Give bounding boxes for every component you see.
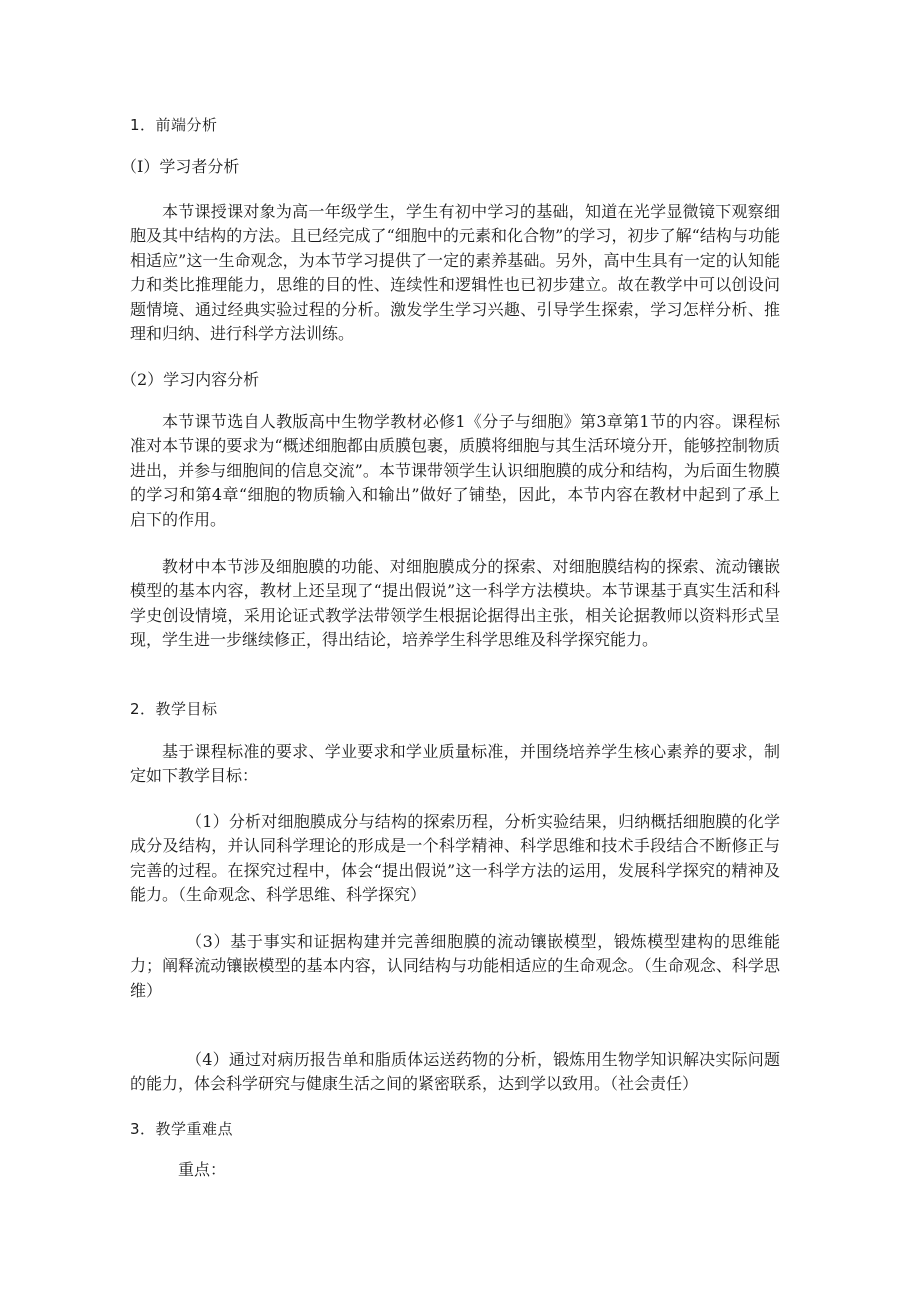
paragraph-content-analysis-2: 教材中本节涉及细胞膜的功能、对细胞膜成分的探索、对细胞膜结构的探索、流动镶嵌模型的基本内容，教材上还呈现了“提出假说”这一科学方法模块。本节课基于真实生活和科学史创设情境，采用论证式教学法带领学生根据论据得出主张，相关论据教师以资料形式呈现，学生进一步继续修正，得出结论，培养学生科学思维及科学探究能力。 (130, 557, 780, 650)
section-heading-key-difficult-points: 3．教学重难点 (130, 1120, 234, 1138)
section-heading-teaching-objectives: 2．教学目标 (130, 700, 218, 718)
subheading-learner-analysis: （I）学习者分析 (121, 157, 240, 176)
subheading-content-analysis: （2）学习内容分析 (121, 370, 260, 389)
paragraph-learner-analysis: 本节课授课对象为高一年级学生，学生有初中学习的基础，知道在光学显微镜下观察细胞及其中结构的方法。且已经完成了“细胞中的元素和化合物”的学习，初步了解“结构与功能相适应”这一生命观念，为本节学习提供了一定的素养基础。另外，高中生具有一定的认知能力和类比推理能力，思维的目的性、连续性和逻辑性也已初步建立。故在教学中可以创设问题情境、通过经典实验过程的分析。激发学生学习兴趣、引导学生探索，学习怎样分析、推理和归纳、进行科学方法训练。 (130, 202, 780, 344)
paragraph-content-analysis-1: 本节课节选自人教版高中生物学教材必修1《分子与细胞》第3章第1节的内容。课程标准对本节课的要求为“概述细胞都由质膜包裹，质膜将细胞与其生活环境分开，能够控制物质进出，并参与细胞间的信息交流”。本节课带领学生认识细胞膜的成分和结构，为后面生物膜的学习和第4章“细胞的物质输入和输出”做好了铺垫，因此，本节内容在教材中起到了承上启下的作用。 (130, 412, 780, 529)
objective-item: （1）分析对细胞膜成分与结构的探索历程，分析实验结果，归纳概括细胞膜的化学成分及结构，并认同科学理论的形成是一个科学精神、科学思维和技术手段结合不断修正与完善的过程。在探究过程中，体会“提出假说”这一科学方法的运用，发展科学探究的精神及能力。（生命观念、科学思维、科学探究） (130, 812, 780, 905)
section-heading-front-analysis: 1．前端分析 (130, 116, 218, 134)
paragraph-objectives-intro: 基于课程标准的要求、学业要求和学业质量标准，并围绕培养学生核心素养的要求，制定如下教学目标： (130, 742, 780, 786)
key-points-label: 重点： (178, 1160, 227, 1179)
objective-item: （3）基于事实和证据构建并完善细胞膜的流动镶嵌模型，锻炼模型建构的思维能力；阐释流动镶嵌模型的基本内容，认同结构与功能相适应的生命观念。（生命观念、科学思维） (130, 932, 780, 1000)
objective-item: （4）通过对病历报告单和脂质体运送药物的分析，锻炼用生物学知识解决实际问题的能力，体会科学研究与健康生活之间的紧密联系，达到学以致用。（社会责任） (130, 1050, 780, 1094)
